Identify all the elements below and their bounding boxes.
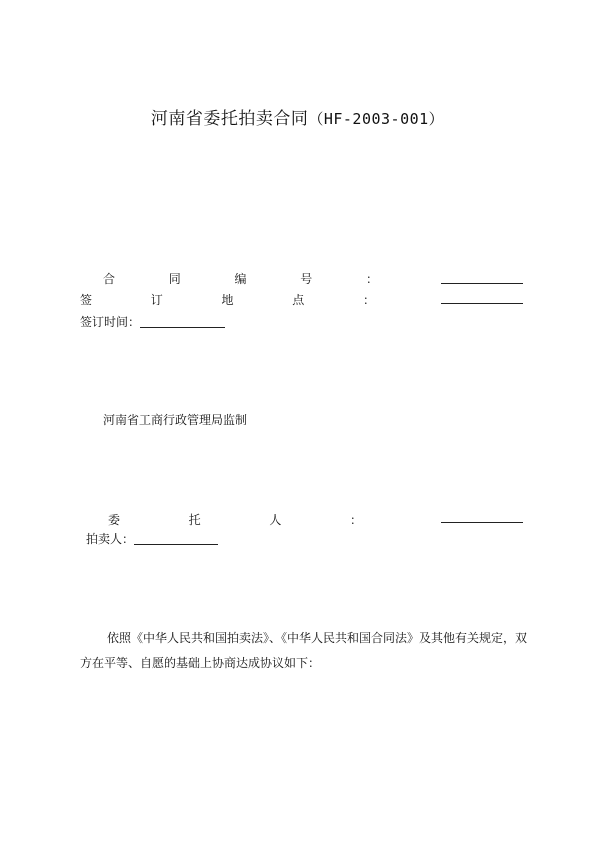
label-char: ： bbox=[365, 272, 378, 286]
signing-time-field[interactable] bbox=[140, 327, 225, 328]
signing-time-label: 签订时间： bbox=[80, 315, 141, 329]
signing-time-row bbox=[80, 313, 225, 330]
label-char: 同 bbox=[168, 272, 181, 286]
title-code: （HF-2003-001） bbox=[308, 110, 445, 128]
supervisor-text: 河南省工商行政管理局监制 bbox=[103, 413, 248, 427]
signing-place-label bbox=[80, 291, 375, 308]
label-char: 号 bbox=[300, 272, 313, 286]
label-char: 人 bbox=[269, 513, 282, 527]
auctioneer-label: 拍卖人： bbox=[86, 532, 135, 546]
label-char: 编 bbox=[234, 272, 247, 286]
auctioneer-field[interactable] bbox=[134, 544, 218, 545]
label-char: 签 bbox=[80, 293, 93, 307]
label-char: 委 bbox=[108, 513, 121, 527]
contract-number-field[interactable] bbox=[441, 283, 523, 284]
label-char: ： bbox=[362, 293, 375, 307]
signing-place-field[interactable] bbox=[441, 303, 523, 304]
auctioneer-row bbox=[86, 530, 218, 547]
label-char: 合 bbox=[103, 272, 116, 286]
principal-label bbox=[108, 511, 362, 528]
title-text: 河南省委托拍卖合同 bbox=[150, 109, 309, 129]
label-char: 点 bbox=[292, 293, 305, 307]
label-char: ： bbox=[349, 513, 362, 527]
label-char: 订 bbox=[150, 293, 163, 307]
label-char: 托 bbox=[188, 513, 201, 527]
contract-number-label bbox=[103, 270, 378, 287]
label-char: 地 bbox=[221, 293, 234, 307]
principal-field[interactable] bbox=[441, 522, 523, 523]
intro-paragraph: 依照《中华人民共和国拍卖法》、《中华人民共和国合同法》及其他有关规定，双方在平等、自愿的基础上协商达成协议如下： bbox=[80, 631, 528, 670]
document-title bbox=[0, 104, 595, 129]
